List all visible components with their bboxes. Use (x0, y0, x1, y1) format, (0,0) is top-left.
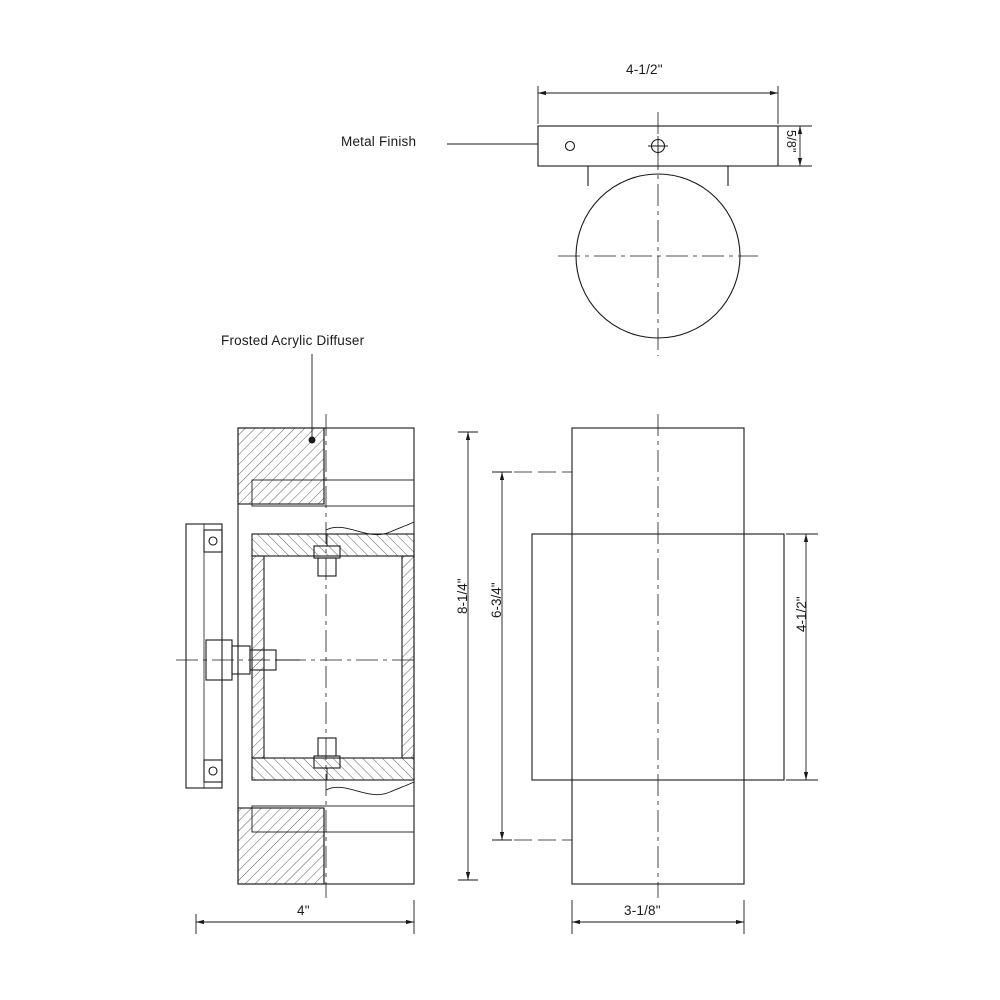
dim-label-overall-height: 8-1/4" (455, 578, 470, 614)
dim-label-side-width: 3-1/8" (624, 903, 661, 918)
dim-label-side-projection: 4-1/2" (794, 596, 809, 632)
dim-label-top-width: 4-1/2" (626, 62, 663, 77)
section-hardware (314, 534, 340, 780)
callout-leaders (309, 144, 538, 443)
callout-metal-finish: Metal Finish (341, 134, 417, 149)
dim-label-body-height: 6-3/4" (489, 582, 504, 618)
section-mounting-plate (186, 524, 222, 788)
dim-label-section-width: 4" (297, 903, 310, 918)
dim-side-projection (786, 534, 818, 780)
dim-label-canopy-height: 5/8" (784, 130, 798, 153)
dim-body-height (492, 472, 512, 840)
dim-overall-height (458, 432, 478, 880)
top-view-centerlines (558, 112, 758, 356)
callout-frosted-acrylic-diffuser: Frosted Acrylic Diffuser (221, 333, 365, 348)
